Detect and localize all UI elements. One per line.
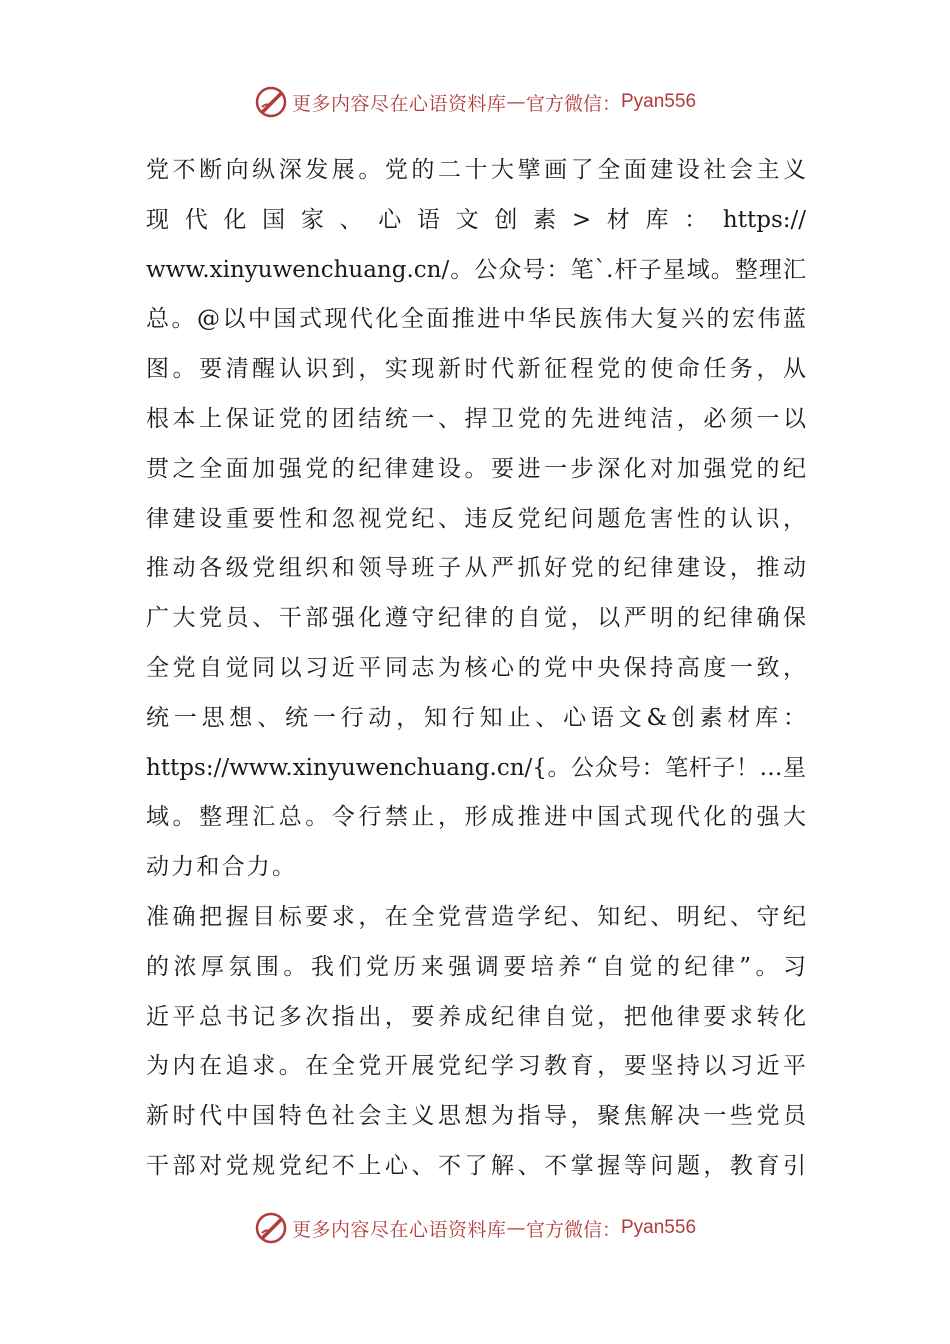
body-line-4: 总。@以中国式现代化全面推进中华民族伟大复兴的宏伟蓝	[146, 306, 806, 333]
footer-banner-dash: —	[506, 1217, 526, 1239]
footer-banner-text: 更多内容尽在心语资料库	[291, 1218, 507, 1241]
footer-wechat-label: 官方微信：	[525, 1218, 621, 1241]
footer-wechat-id: Pyan556	[621, 1217, 697, 1238]
header-banner-text: 更多内容尽在心语资料库	[291, 92, 507, 115]
body-line-11: 全党自觉同以习近平同志为核心的党中央保持高度一致，	[146, 654, 806, 681]
body-line-1: 党不断向纵深发展。党的二十大擘画了全面建设社会主义	[146, 157, 806, 183]
header-banner-dash: —	[506, 91, 526, 113]
body-line-12: 统一思想、统一行动，知行知止、心语文&创素材库：	[146, 704, 806, 731]
body-line-16: 准确把握目标要求，在全党营造学纪、知纪、明纪、守纪	[146, 903, 806, 930]
body-line-3: www.xinyuwenchuang.cn/。公众号：笔`.杆子星域。整理汇	[146, 256, 806, 283]
body-line-21: 干部对党规党纪不上心、不了解、不掌握等问题，教育引	[146, 1152, 806, 1179]
body-line-17: 的浓厚氛围。我们党历来强调要培养“自觉的纪律”。习	[146, 953, 806, 980]
body-line-20: 新时代中国特色社会主义思想为指导，聚焦解决一些党员	[146, 1103, 806, 1130]
body-line-18: 近平总书记多次指出，要养成纪律自觉，把他律要求转化	[146, 1003, 806, 1030]
header-wechat-label: 官方微信：	[525, 92, 621, 115]
quill-logo-icon	[254, 1211, 288, 1245]
document-body	[146, 146, 806, 1192]
body-line-2: 现代化国家、心语文创素>材库：https://	[146, 206, 806, 233]
body-line-5: 图。要清醒认识到，实现新时代新征程党的使命任务，从	[146, 356, 806, 383]
footer-banner	[0, 1208, 950, 1248]
body-line-9: 推动各级党组织和领导班子从严抓好党的纪律建设，推动	[146, 555, 806, 582]
body-line-19: 为内在追求。在全党开展党纪学习教育，要坚持以习近平	[146, 1053, 806, 1080]
body-line-6: 根本上保证党的团结统一、捍卫党的先进纯洁，必须一以	[146, 405, 806, 432]
body-line-10: 广大党员、干部强化遵守纪律的自觉，以严明的纪律确保	[146, 605, 806, 632]
header-wechat-id: Pyan556	[621, 91, 697, 112]
body-line-14: 域。整理汇总。令行禁止，形成推进中国式现代化的强大	[146, 804, 806, 831]
header-banner	[0, 82, 950, 122]
quill-logo-icon	[254, 85, 288, 119]
body-line-8: 律建设重要性和忽视党纪、违反党纪问题危害性的认识，	[146, 505, 806, 532]
body-line-13: https://www.xinyuwenchuang.cn/{。公众号：笔杆子！…星	[146, 754, 806, 781]
body-line-7: 贯之全面加强党的纪律建设。要进一步深化对加强党的纪	[146, 455, 806, 482]
body-line-15: 动力和合力。	[146, 854, 298, 881]
